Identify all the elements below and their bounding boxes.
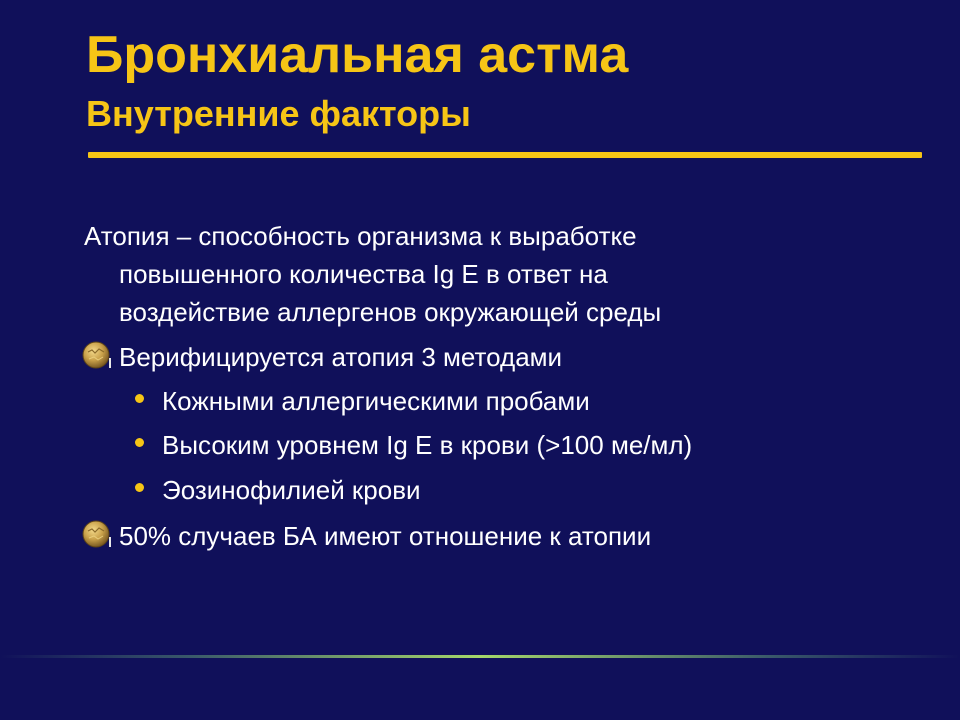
title-underline bbox=[88, 152, 922, 158]
bullet-atopy-share: 50% случаев БА имеют отношение к атопии bbox=[119, 521, 652, 551]
gold-coin-icon bbox=[82, 340, 112, 370]
subitem-skin-tests: Кожными аллергическими пробами bbox=[162, 386, 590, 416]
slide-title: Бронхиальная астма bbox=[86, 26, 629, 84]
sub-bullet-dot bbox=[135, 394, 144, 403]
footer-divider bbox=[0, 655, 960, 658]
bullet-verification: Верифицируется атопия 3 методами bbox=[119, 342, 563, 372]
gold-coin-icon bbox=[82, 519, 112, 549]
definition-line-1: Атопия – способность организма к выработке bbox=[84, 221, 637, 251]
subitem-eosinophilia: Эозинофилией крови bbox=[162, 475, 421, 505]
definition-line-2: повышенного количества Ig E в ответ на bbox=[119, 259, 608, 289]
sub-bullet-dot bbox=[135, 438, 144, 447]
slide-subtitle: Внутренние факторы bbox=[86, 93, 471, 134]
subitem-ige-level: Высоким уровнем Ig E в крови (>100 ме/мл) bbox=[162, 430, 693, 460]
definition-line-3: воздействие аллергенов окружающей среды bbox=[119, 297, 662, 327]
sub-bullet-dot bbox=[135, 483, 144, 492]
